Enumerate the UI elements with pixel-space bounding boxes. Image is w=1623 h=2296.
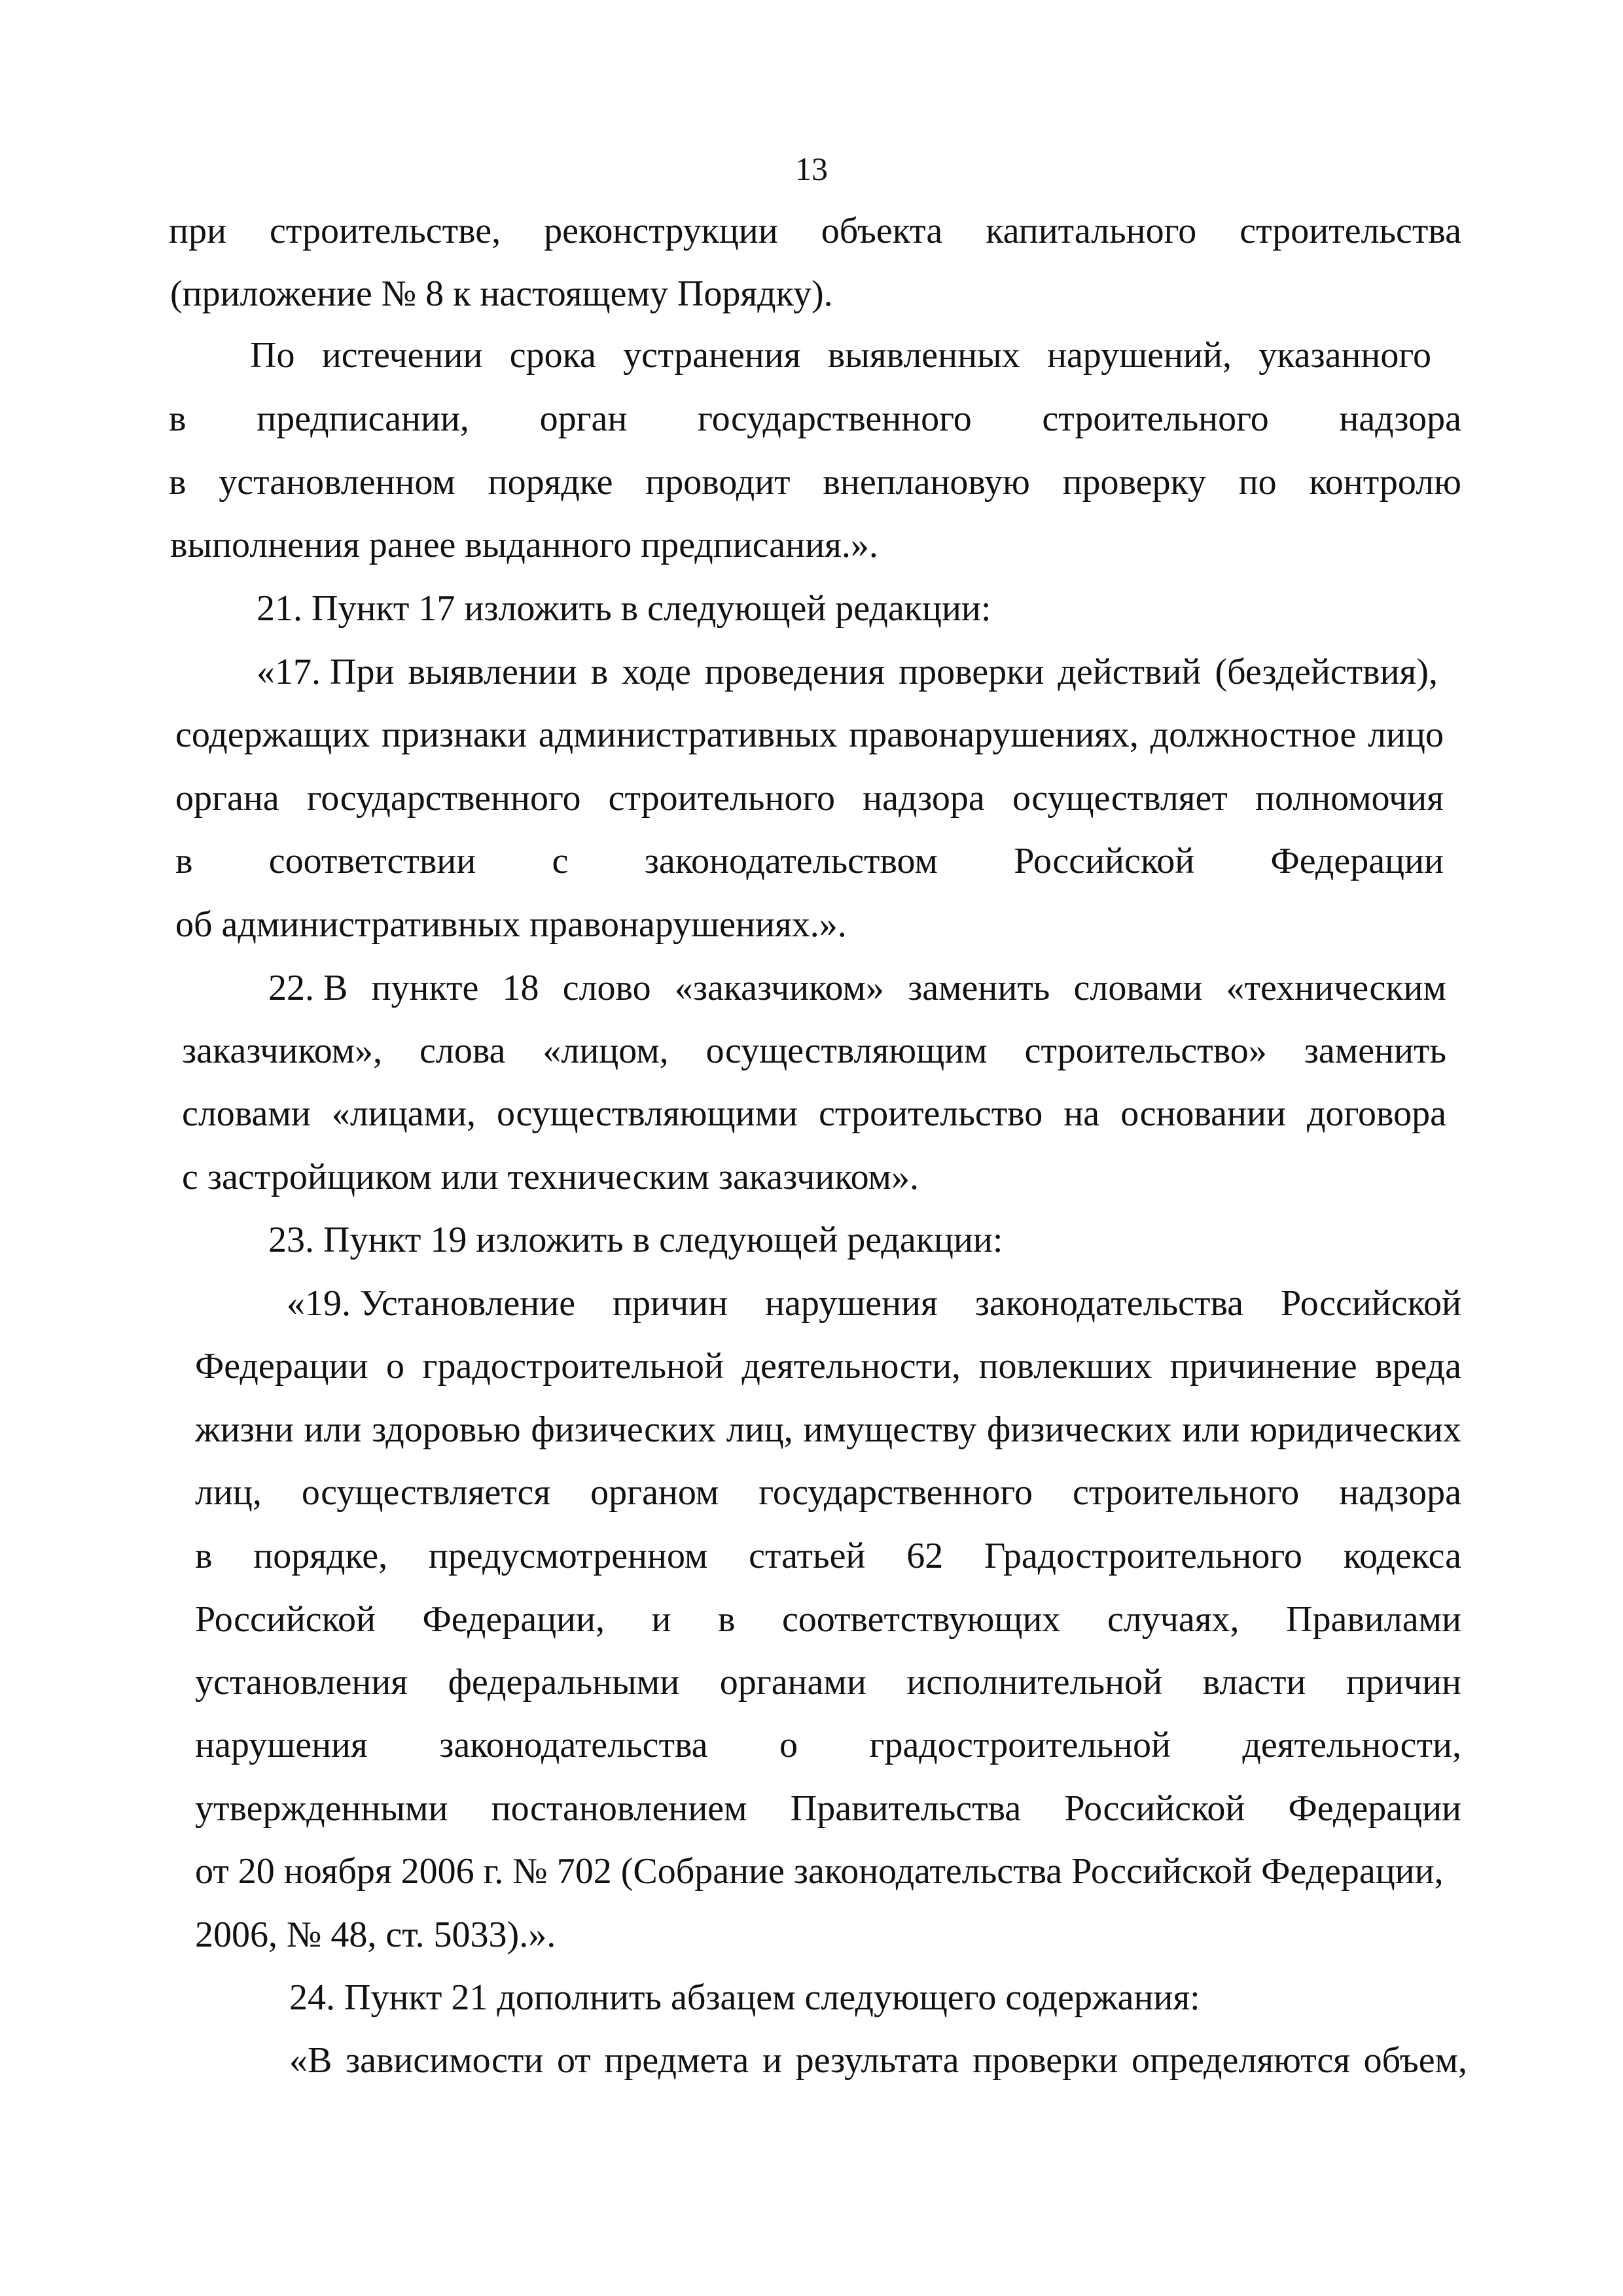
paragraph-first-line: 23. Пункт 19 изложить в следующей редакции: xyxy=(268,1220,1003,1260)
word: в xyxy=(169,462,187,503)
word: утвержденными xyxy=(195,1788,448,1829)
word: содержащих xyxy=(175,715,370,755)
word: постановлением xyxy=(491,1788,747,1829)
word: государственного xyxy=(306,778,581,819)
word: Российской xyxy=(1280,1283,1461,1324)
text-line xyxy=(175,838,1444,884)
text-line: об административных правонарушениях.». xyxy=(175,904,847,945)
paragraph-first-line xyxy=(287,1280,1461,1326)
word: Федерации, xyxy=(422,1599,605,1640)
word: проводит xyxy=(645,462,791,503)
word: повлекших xyxy=(978,1346,1152,1386)
text-line xyxy=(182,1091,1446,1137)
word: государственного xyxy=(758,1472,1033,1513)
word: в xyxy=(590,652,609,692)
word: установленном xyxy=(219,462,455,503)
paragraph-first-line xyxy=(250,332,1431,378)
word: выявленных xyxy=(827,335,1020,376)
word: устранения xyxy=(623,335,801,376)
word: Федерации xyxy=(1288,1788,1461,1829)
text-line xyxy=(195,1786,1461,1831)
word: контролю xyxy=(1309,462,1461,503)
word: «техническим xyxy=(1226,968,1446,1008)
word: строительного xyxy=(608,778,835,819)
word: градостроительной xyxy=(422,1346,724,1386)
paragraph-first-line xyxy=(257,649,1438,695)
word: порядке xyxy=(488,462,613,503)
text-line: с застройщиком или техническим заказчиком». xyxy=(182,1157,919,1197)
page-number: 13 xyxy=(795,150,828,187)
word: предписании, xyxy=(257,398,469,439)
word: строительстве, xyxy=(270,211,501,251)
word: лицо xyxy=(1368,715,1444,755)
word: пункте xyxy=(371,968,479,1008)
word: нарушения xyxy=(195,1725,368,1765)
word: осуществляющим xyxy=(705,1031,988,1071)
word: органом xyxy=(590,1472,719,1513)
text-line xyxy=(175,775,1444,821)
word: причин xyxy=(1346,1662,1461,1703)
word: «лицом, xyxy=(543,1031,669,1071)
word: или xyxy=(1182,1409,1240,1450)
word: деятельности, xyxy=(1242,1725,1461,1765)
word: ходе xyxy=(622,652,691,692)
word: осуществляется xyxy=(301,1472,551,1513)
word: лиц, xyxy=(726,1409,793,1450)
word: в xyxy=(717,1599,736,1640)
word: о xyxy=(779,1725,798,1765)
word: «В xyxy=(289,2040,332,2081)
word: надзора xyxy=(1339,1472,1461,1513)
word: предусмотренном xyxy=(428,1536,708,1576)
word: указанного xyxy=(1258,335,1431,376)
word: зависимости xyxy=(346,2040,544,2081)
word: проверки xyxy=(899,652,1044,692)
word: в xyxy=(169,398,187,439)
text-line xyxy=(195,1722,1461,1768)
word: реконструкции xyxy=(544,211,778,251)
text-line: выполнения ранее выданного предписания.». xyxy=(170,525,878,565)
word: строительство xyxy=(819,1093,1043,1134)
word: Российской xyxy=(1014,841,1195,881)
word: «заказчиком» xyxy=(674,968,884,1008)
word: строительства xyxy=(1240,211,1461,251)
word: случаях, xyxy=(1107,1599,1240,1640)
word: органа xyxy=(175,778,279,819)
text-line xyxy=(169,208,1461,254)
word: капитального xyxy=(986,211,1197,251)
word: кодекса xyxy=(1343,1536,1461,1576)
word: деятельности, xyxy=(741,1346,961,1386)
word: 22. В xyxy=(268,968,348,1008)
word: административных xyxy=(538,715,838,755)
word: внеплановую xyxy=(823,462,1030,503)
text-line xyxy=(175,712,1444,758)
word: вреда xyxy=(1375,1346,1461,1386)
paragraph-first-line: 24. Пункт 21 дополнить абзацем следующего содержания: xyxy=(289,1977,1200,2018)
word: строительного xyxy=(1072,1472,1300,1513)
word: проверки xyxy=(972,2040,1118,2081)
word: нарушений, xyxy=(1046,335,1232,376)
word: осуществляет xyxy=(1012,778,1228,819)
word: проверку xyxy=(1062,462,1206,503)
word: заменить xyxy=(908,968,1050,1008)
word: Федерации xyxy=(195,1346,368,1386)
word: Федерации xyxy=(1270,841,1444,881)
text-line xyxy=(195,1597,1461,1642)
word: исполнительной xyxy=(906,1662,1163,1703)
word: физических xyxy=(986,1409,1172,1450)
word: проведения xyxy=(704,652,885,692)
word: договора xyxy=(1306,1093,1446,1134)
word: установления xyxy=(195,1662,408,1703)
word: Правилами xyxy=(1286,1599,1461,1640)
word: органами xyxy=(719,1662,866,1703)
word: результата xyxy=(795,2040,959,2081)
word: осуществляющими xyxy=(497,1093,798,1134)
word: статьей xyxy=(749,1536,866,1576)
word: предмета xyxy=(604,2040,749,2081)
word: и xyxy=(762,2040,782,2081)
word: признаки xyxy=(382,715,527,755)
text-line: 2006, № 48, ст. 5033).». xyxy=(195,1915,556,1955)
word: строительство» xyxy=(1024,1031,1267,1071)
word: (бездействия), xyxy=(1215,652,1438,692)
word: словами xyxy=(1073,968,1203,1008)
word: полномочия xyxy=(1255,778,1444,819)
word: заказчиком», xyxy=(182,1031,383,1071)
paragraph-first-line xyxy=(289,2038,1467,2083)
word: нарушения xyxy=(765,1283,938,1324)
text-line xyxy=(169,459,1461,505)
word: или xyxy=(304,1409,362,1450)
text-line xyxy=(195,1659,1461,1705)
word: объем, xyxy=(1363,2040,1467,2081)
word: Правительства xyxy=(790,1788,1022,1829)
word: правонарушениях, xyxy=(849,715,1139,755)
word: жизни xyxy=(195,1409,294,1450)
word: в xyxy=(175,841,193,881)
word: Российской xyxy=(195,1599,376,1640)
word: с xyxy=(552,841,569,881)
word: причин xyxy=(613,1283,728,1324)
word: 62 xyxy=(906,1536,944,1576)
word: от xyxy=(557,2040,591,2081)
word: выявлении xyxy=(408,652,577,692)
word: действий xyxy=(1058,652,1202,692)
word: строительного xyxy=(1042,398,1269,439)
word: слова xyxy=(419,1031,506,1071)
word: «17. При xyxy=(257,652,395,692)
word: законодательства xyxy=(974,1283,1244,1324)
word: федеральными xyxy=(448,1662,680,1703)
word: юридических xyxy=(1250,1409,1461,1450)
word: физических xyxy=(531,1409,717,1450)
text-line: от 20 ноября 2006 г. № 702 (Собрание законодательства Российской Федерации, xyxy=(195,1851,1444,1892)
word: основании xyxy=(1120,1093,1286,1134)
word: и xyxy=(651,1599,671,1640)
word: «19. Установление xyxy=(287,1283,576,1324)
word: объекта xyxy=(821,211,943,251)
word: Градостроительного xyxy=(984,1536,1302,1576)
word: имуществу xyxy=(803,1409,977,1450)
word: о xyxy=(385,1346,404,1386)
word: в xyxy=(195,1536,213,1576)
word: словами xyxy=(182,1093,311,1134)
word: орган xyxy=(539,398,628,439)
word: законодательством xyxy=(644,841,938,881)
word: здоровью xyxy=(372,1409,521,1450)
word: при xyxy=(169,211,226,251)
text-line xyxy=(195,1343,1461,1389)
paragraph-first-line: 21. Пункт 17 изложить в следующей редакции: xyxy=(257,588,991,629)
word: Российской xyxy=(1064,1788,1245,1829)
word: должностное xyxy=(1150,715,1357,755)
text-line xyxy=(195,1470,1461,1515)
word: государственного xyxy=(698,398,972,439)
word: соответствующих xyxy=(781,1599,1061,1640)
word: надзора xyxy=(1339,398,1461,439)
word: «лицами, xyxy=(331,1093,476,1134)
word: определяются xyxy=(1131,2040,1350,2081)
text-line xyxy=(182,1028,1446,1074)
text-line xyxy=(195,1533,1461,1579)
word: слово xyxy=(562,968,651,1008)
word: причинение xyxy=(1169,1346,1357,1386)
word: По xyxy=(250,335,295,376)
word: соответствии xyxy=(268,841,476,881)
word: лиц, xyxy=(195,1472,262,1513)
word: заменить xyxy=(1304,1031,1446,1071)
text-line xyxy=(169,396,1461,442)
paragraph-first-line xyxy=(268,965,1446,1011)
word: надзора xyxy=(863,778,985,819)
word: по xyxy=(1238,462,1277,503)
word: власти xyxy=(1202,1662,1306,1703)
word: градостроительной xyxy=(869,1725,1171,1765)
text-line: (приложение № 8 к настоящему Порядку). xyxy=(170,274,833,314)
text-line xyxy=(195,1407,1461,1453)
word: законодательства xyxy=(439,1725,708,1765)
word: истечении xyxy=(321,335,483,376)
word: на xyxy=(1063,1093,1100,1134)
word: порядке, xyxy=(253,1536,388,1576)
word: 18 xyxy=(502,968,539,1008)
word: срока xyxy=(509,335,596,376)
